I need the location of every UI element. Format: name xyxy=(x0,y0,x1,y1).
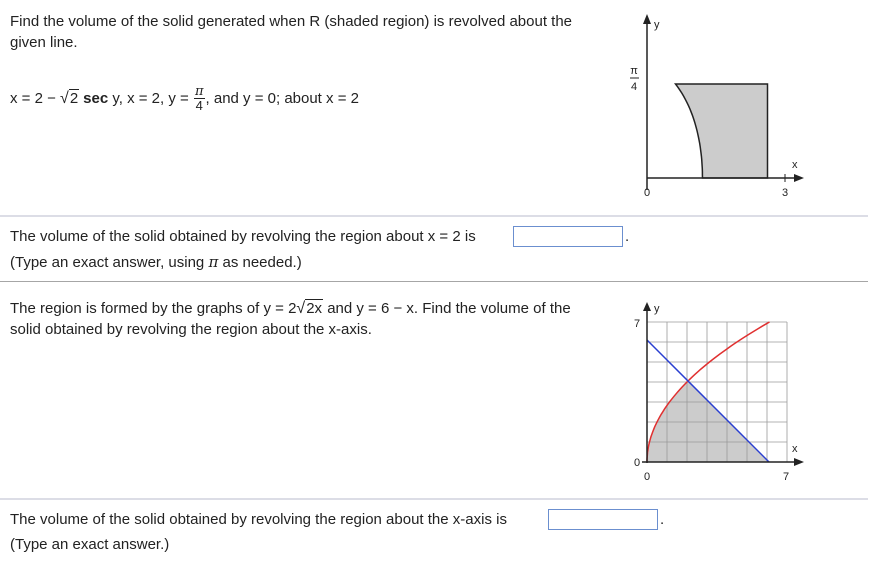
problem1-answer-label: The volume of the solid obtained by revolving the region about x = 2 is xyxy=(10,228,476,245)
x-axis-arrow xyxy=(794,174,804,182)
problem2-answer-label: The volume of the solid obtained by revolving the region about the x-axis is xyxy=(10,511,507,528)
shaded-region-r xyxy=(676,84,768,178)
divider xyxy=(0,281,868,282)
problem1-answer-input[interactable] xyxy=(513,226,623,247)
x-tick-label-0: 0 xyxy=(643,471,651,483)
y-tick-pi-denominator: 4 xyxy=(630,81,638,93)
sqrt-radicand: 2x xyxy=(306,300,323,317)
problem1-graph xyxy=(620,10,820,205)
hint-pi: π xyxy=(208,253,219,271)
pi-over-four-fraction xyxy=(194,85,205,112)
equation-part-c: , and y = 0; about x = 2 xyxy=(205,89,359,107)
problem1-prompt-line1: Find the volume of the solid generated when R (shaded region) is revolved about the xyxy=(10,13,573,30)
sqrt-2x: √2x xyxy=(296,300,323,317)
x-tick-label-7: 7 xyxy=(782,471,790,483)
problem2-answer-input[interactable] xyxy=(548,509,658,530)
divider xyxy=(0,215,868,217)
prompt-part-a: The region is formed by the graphs of y = 2 xyxy=(10,300,297,317)
equation-part-b: y, x = 2, y = xyxy=(108,89,193,107)
sec-function: sec xyxy=(83,89,109,107)
prompt-part-b: and y = 6 − x. Find the volume of the xyxy=(323,300,571,317)
divider xyxy=(0,498,868,500)
sqrt-radicand: 2 xyxy=(69,89,79,107)
y-axis-label: y xyxy=(654,303,660,315)
x-axis-label: x xyxy=(792,159,798,171)
problem1-equation xyxy=(10,85,359,112)
sqrt-two: √2 xyxy=(60,89,79,107)
hint-part-a: (Type an exact answer, using xyxy=(10,254,209,271)
problem1-hint xyxy=(10,252,302,273)
problem2-answer-period: . xyxy=(660,511,665,528)
problem2-prompt-line2: solid obtained by revolving the region about the x-axis. xyxy=(10,321,372,338)
problem1-prompt-line2: given line. xyxy=(10,34,78,51)
y-tick-pi-numerator: π xyxy=(630,65,638,77)
fraction-denominator: 4 xyxy=(195,98,203,113)
problem2-prompt-line1 xyxy=(10,299,571,319)
problem2-graph xyxy=(620,298,820,488)
problem2-hint: (Type an exact answer.) xyxy=(10,536,170,553)
y-axis-label: y xyxy=(654,19,660,31)
x-axis-label: x xyxy=(792,443,798,455)
y-tick-label-0: 0 xyxy=(633,457,641,469)
x-axis-arrow xyxy=(794,458,804,466)
problem1-answer-period: . xyxy=(625,228,630,245)
equation-part-a: x = 2 − xyxy=(10,89,61,107)
fraction-numerator: π xyxy=(194,84,204,99)
y-axis-arrow xyxy=(643,302,651,311)
hint-part-b: as needed.) xyxy=(218,254,302,271)
y-tick-label-7: 7 xyxy=(633,318,641,330)
origin-label: 0 xyxy=(643,187,651,199)
x-tick-label-3: 3 xyxy=(781,187,789,199)
y-axis-arrow xyxy=(643,14,651,24)
